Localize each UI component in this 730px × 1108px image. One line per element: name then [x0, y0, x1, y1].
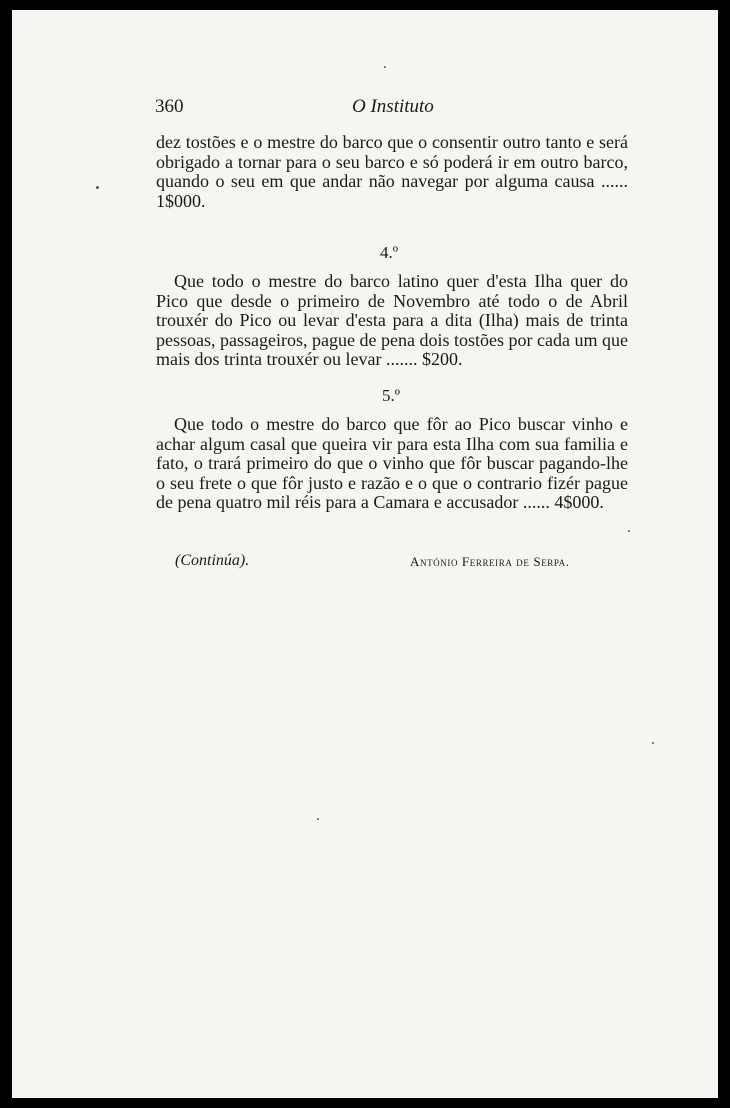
section-heading-4: 4.º	[380, 243, 399, 262]
scan-speck	[628, 530, 630, 532]
page	[12, 10, 718, 1098]
paragraph-continued: dez tostões e o mestre do barco que o consentir outro tanto e será obrigado a tornar para o seu barco e só poderá ir em outro barco, quando o seu em que andar não navegar por alguma causa ...... 1$000.	[156, 132, 628, 211]
page-header	[155, 96, 455, 122]
scan-speck	[652, 742, 654, 744]
continua-note: (Continúa).	[175, 552, 250, 569]
scan-speck	[96, 186, 99, 189]
scan-speck	[384, 66, 386, 68]
section-heading-5: 5.º	[382, 386, 401, 405]
running-title: O Instituto	[352, 96, 434, 117]
paragraph-section-5: Que todo o mestre do barco que fôr ao Pico buscar vinho e achar algum casal que queira vir para esta Ilha com sua familia e fato, o trará primeiro do que o vinho que fôr buscar pagando-lhe o seu frete o que fôr justo e razão e o que o contrario fizér pague de pena quatro mil réis para a Camara e accusador ...... 4$000.	[156, 414, 628, 512]
page-number: 360	[155, 96, 184, 117]
scan-speck	[317, 818, 319, 820]
paragraph-section-4: Que todo o mestre do barco latino quer d'esta Ilha quer do Pico que desde o primeiro de Novembro até todo o de Abril trouxér do Pico ou levar d'esta para a dita (Ilha) mais de trinta pessoas, passageiros, pague de pena dois tostões por cada um que mais dos trinta trouxér ou levar ....... $200.	[156, 271, 628, 369]
author-signature: António Ferreira de Serpa.	[410, 554, 570, 569]
